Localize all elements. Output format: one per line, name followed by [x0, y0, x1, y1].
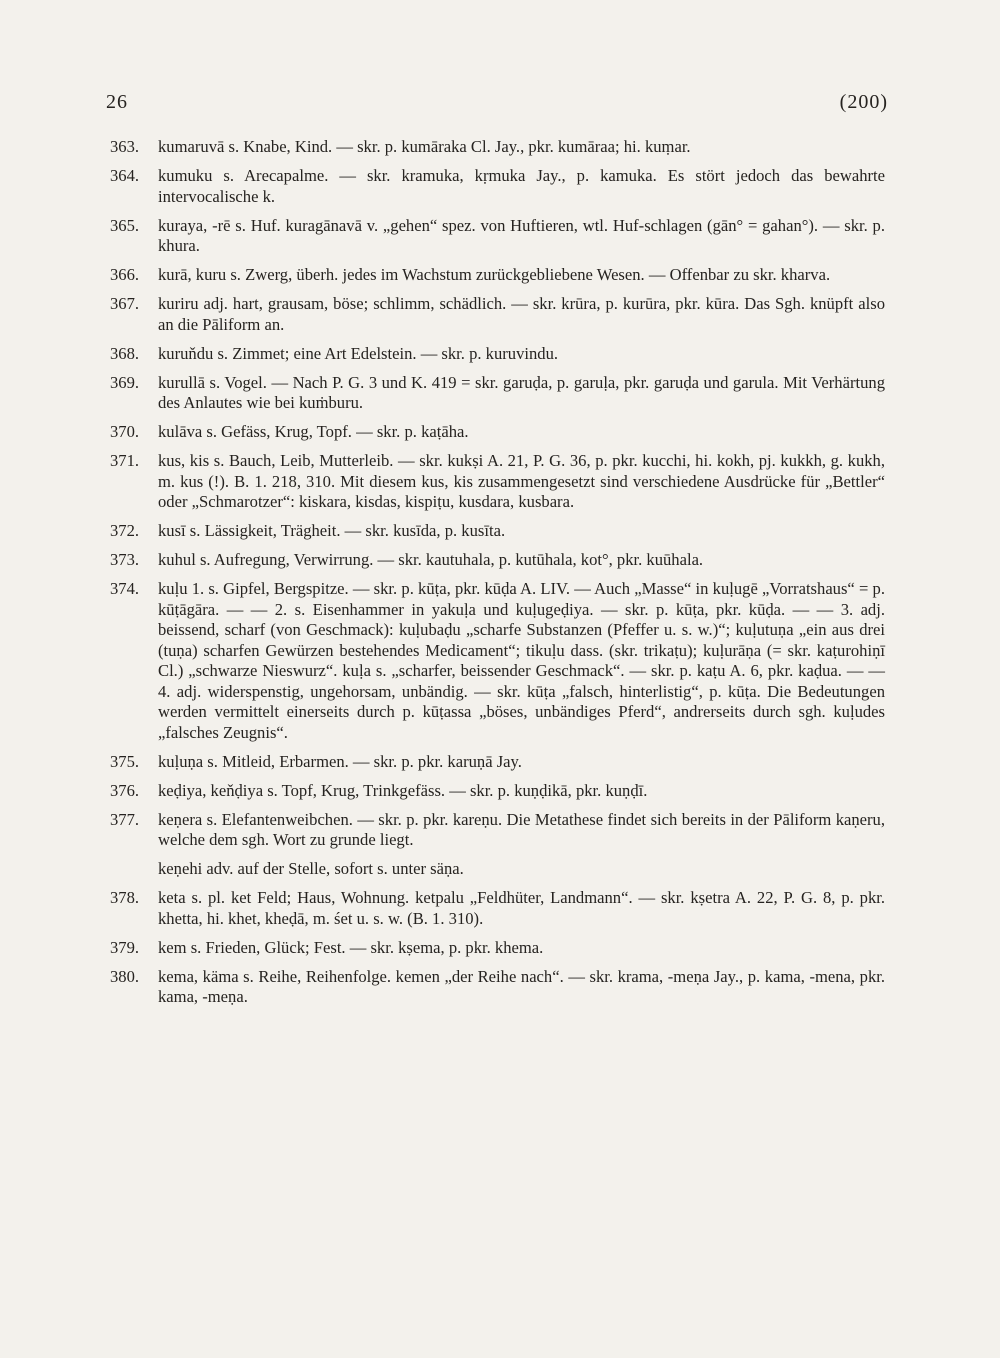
entry-366 [110, 265, 885, 286]
entry-370 [110, 422, 885, 443]
entry-number: 364. [110, 166, 140, 185]
entry-text: kema, käma s. Reihe, Reihenfolge. kemen „der Reihe nach“. — skr. krama, -meṇa Jay., p. kama, -mena, pkr. kama, -meṇa. [158, 966, 885, 1006]
entry-376 [110, 781, 885, 802]
entry-number: 367. [110, 294, 140, 313]
entry-number: 373. [110, 550, 140, 569]
entry-number: 368. [110, 343, 140, 363]
page-number: 26 [106, 91, 128, 113]
entry-text: kuḷuṇa s. Mitleid, Erbarmen. — skr. p. pkr. karuṇā Jay. [158, 751, 522, 771]
entry-365 [110, 216, 885, 257]
entry-text: kurā, kuru s. Zwerg, überh. jedes im Wachstum zurückgebliebene Wesen. — Offenbar zu skr. kharva. [158, 265, 831, 284]
entry-number: 375. [110, 751, 140, 771]
entry-364 [110, 166, 885, 207]
entry-kenehi [110, 859, 885, 880]
entry-text: kus, kis s. Bauch, Leib, Mutterleib. — skr. kukṣi A. 21, P. G. 36, p. pkr. kucchi, hi. kokh, pj. kukkh, g. kukh, m. kus (!). B. 1. 218, 310. Mit diesem kus, kis zusammengesetzt sind verschiedene Ausdrücke für „Bettler“ oder „Schmarotzer“: kiskara, kisdas, kispiṭu, kusdara, kusbara. [158, 451, 885, 511]
entry-text: kurullā s. Vogel. — Nach P. G. 3 und K. 419 = skr. garuḍa, p. garuḷa, pkr. garuḍa und garula. Mit Verhärtung des Anlautes wie bei kuṁburu. [158, 372, 885, 412]
entry-text: kuruňdu s. Zimmet; eine Art Edelstein. — skr. p. kuruvindu. [158, 343, 559, 363]
section-number: (200) [839, 91, 888, 113]
entry-380 [110, 967, 885, 1008]
entry-number: 374. [110, 579, 140, 598]
entry-number: 363. [110, 137, 140, 156]
entry-text: keṇehi adv. auf der Stelle, sofort s. unter säṇa. [158, 859, 464, 878]
entry-text: kumuku s. Arecapalme. — skr. kramuka, kṛmuka Jay., p. kamuka. Es stört jedoch das bewahrte intervocalische k. [158, 166, 885, 206]
entry-text: keta s. pl. ket Feld; Haus, Wohnung. ketpalu „Feldhüter, Landmann“. — skr. kṣetra A. 22, P. G. 8, p. pkr. khetta, hi. khet, kheḍā, m. śet u. s. w. (B. 1. 310). [158, 888, 885, 928]
entry-363 [110, 137, 885, 158]
entry-text: kuriru adj. hart, grausam, böse; schlimm, schädlich. — skr. krūra, p. kurūra, pkr. kūra. Das Sgh. knüpft also an die Pāliform an. [158, 294, 885, 334]
entry-text: kulāva s. Gefäss, Krug, Topf. — skr. p. kaṭāha. [158, 422, 469, 441]
entry-371 [110, 451, 885, 513]
entry-375 [110, 752, 885, 773]
entry-367 [110, 294, 885, 335]
entry-number: 365. [110, 215, 140, 235]
entry-number: 372. [110, 521, 140, 540]
entry-text: kuḷu 1. s. Gipfel, Bergspitze. — skr. p. kūṭa, pkr. kūḍa A. LIV. — Auch „Masse“ in kuḷugē „Vorratshaus“ = p. kūṭāgāra. — — 2. s. Eisenhammer in yakuḷa und kuḷugeḍiya. — skr. p. kūṭa, pkr. kūḍa. — — 3. adj. beissend, scharf (von Geschmack): kuḷubaḍu „scharfe Substanzen (Pfeffer u. s. w.)“; kuḷutuṇa „ein aus drei (tuṇa) scharfen Gewürzen bestehendes Medicament“; tikuḷu dass. (skr. trikaṭu); kuḷurāṇa (= skr. kaṭurohiṇī Cl.) „schwarze Nieswurz“. kuḷa s. „scharfer, beissender Geschmack“. — skr. p. kaṭu A. 6, pkr. kaḍua. — — 4. adj. widerspenstig, ungehorsam, unbändig. — skr. kūṭa „falsch, hinterlistig“, p. kūṭa. Die Bedeutungen werden vermittelt einerseits durch p. kūṭassa „böses, unbändiges Pferd“, andrerseits durch sgh. kuḷudes „falsches Zeugnis“. [158, 579, 885, 742]
dictionary-entries [110, 137, 885, 1016]
entry-number: 369. [110, 372, 140, 392]
entry-text: kem s. Frieden, Glück; Fest. — skr. kṣema, p. pkr. khema. [158, 937, 544, 957]
entry-text: keḍiya, keňḍiya s. Topf, Krug, Trinkgefäss. — skr. p. kuṇḍikā, pkr. kuṇḍī. [158, 780, 648, 800]
entry-text: kuraya, -rē s. Huf. kuragānavā v. „gehen“ spez. von Huftieren, wtl. Huf-schlagen (gān° = gahan°). — skr. p. khura. [158, 215, 885, 255]
entry-368 [110, 344, 885, 365]
entry-number: 376. [110, 780, 140, 800]
entry-379 [110, 938, 885, 959]
entry-377 [110, 810, 885, 851]
entry-369 [110, 373, 885, 414]
entry-text: kuhul s. Aufregung, Verwirrung. — skr. kautuhala, p. kutūhala, kot°, pkr. kuūhala. [158, 550, 704, 569]
entry-text: keṇera s. Elefantenweibchen. — skr. p. pkr. kareṇu. Die Metathese findet sich bereits in der Pāliform kaṇeru, welche dem sgh. Wort zu grunde liegt. [158, 809, 885, 849]
entry-number: 378. [110, 888, 140, 907]
entry-number: 366. [110, 265, 140, 284]
entry-374 [110, 579, 885, 743]
entry-number: 377. [110, 809, 140, 829]
entry-number: 370. [110, 422, 140, 441]
entry-text: kusī s. Lässigkeit, Trägheit. — skr. kusīda, p. kusīta. [158, 521, 506, 540]
entry-number: 380. [110, 966, 140, 986]
entry-number: 379. [110, 937, 140, 957]
entry-372 [110, 521, 885, 542]
entry-373 [110, 550, 885, 571]
entry-378 [110, 888, 885, 929]
entry-text: kumaruvā s. Knabe, Kind. — skr. p. kumāraka Cl. Jay., pkr. kumāraa; hi. kuṃar. [158, 137, 691, 156]
entry-number: 371. [110, 451, 140, 470]
